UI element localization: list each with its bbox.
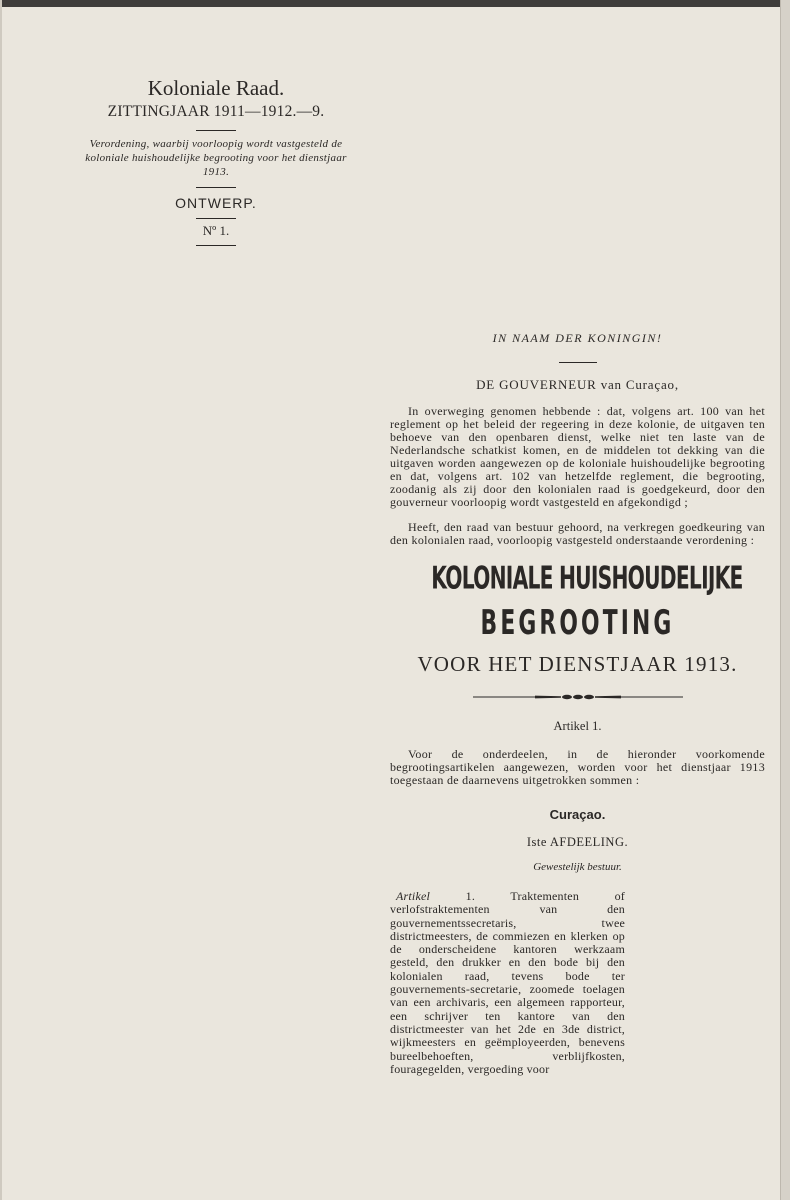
main-text <box>390 330 765 1076</box>
document-number: Nº 1. <box>202 223 230 238</box>
item-text: 1. Traktementen of verlofstraktementen van den gouvernementssecretaris, twee districtmeesters, de commiezen en klerken op de onderscheidene kantoren werkzaam gesteld, den drukker en den bode bij den kolonialen raad, tevens bode ter gouvernements-secretarie, zoomede toelagen van een archivaris, een algemeen rapporteur, een schrijver ten kantore van den districtmeester van het 2de en 3de district, wijkmeesters en geëmployeerden, benevens bureelbehoeften, verblijfkosten, fouragegelden, vergoeding voor <box>390 889 625 1076</box>
divider <box>196 218 236 219</box>
item-lead: Artikel <box>396 889 431 903</box>
invocation: IN NAAM DER KONINGIN! <box>492 331 663 345</box>
divider <box>196 187 236 188</box>
budget-item-1 <box>390 890 625 1076</box>
divider <box>196 130 236 131</box>
ordinance-caption: Verordening, waarbij voorloopig wordt vastgesteld de koloniale huishoudelijke begrooting voor het dienstjaar 1913. <box>85 138 347 178</box>
scan-top-border <box>0 0 790 7</box>
article-title: Artikel 1. <box>553 719 602 733</box>
section-curacao: Curaçao. <box>549 807 606 822</box>
draft-label: ONTWERP. <box>175 195 257 211</box>
preamble-paragraph: In overweging genomen hebbende : dat, volgens art. 100 van het reglement op het beleid der regeering in deze kolonie, de uitgaven ten behoeve van den openbaren dienst, welke niet ten laste van de Nederlandsche schatkist komen, en de middelen tot dekking van die uitgaven worden aangewezen op de koloniale huishoudelijke begrooting en dat, volgens art. 102 van hetzelfde reglement, die begrooting, zoodanig als zij door den kolonialen raad is goedgekeurd, door den gouverneur voorloopig wordt vastgesteld en afgekondigd ; <box>390 404 765 509</box>
heading-line-3: VOOR HET DIENSTJAAR 1913. <box>417 652 738 676</box>
header-block <box>80 76 352 252</box>
scan-left-edge <box>0 0 2 1200</box>
ornament-icon <box>473 692 683 702</box>
divider <box>196 245 236 246</box>
divider <box>559 362 597 363</box>
enactment-paragraph: Heeft, den raad van bestuur gehoord, na verkregen goedkeuring van den kolonialen raad, voorloopig vastgesteld onderstaande verordening : <box>390 520 765 547</box>
subdivision-title: Gewestelijk bestuur. <box>533 861 622 873</box>
council-title: Koloniale Raad. <box>147 76 285 100</box>
ornament-rule <box>390 687 765 706</box>
article-text: Voor de onderdeelen, in de hieronder voorkomende begrootingsartikelen aangewezen, worden voor het dienstjaar 1913 toegestaan de daarnevens uitgetrokken sommen : <box>390 747 765 787</box>
session-line: ZITTINGJAAR 1911—1912.—9. <box>107 103 325 120</box>
heading-line-1: KOLONIALE HUISHOUDELIJKE <box>431 561 743 597</box>
division-title: Iste AFDEELING. <box>526 835 629 849</box>
heading-line-2: BEGROOTING <box>480 602 675 643</box>
scan-right-margin <box>780 0 790 1200</box>
governor-line: DE GOUVERNEUR van Curaçao, <box>476 377 679 392</box>
